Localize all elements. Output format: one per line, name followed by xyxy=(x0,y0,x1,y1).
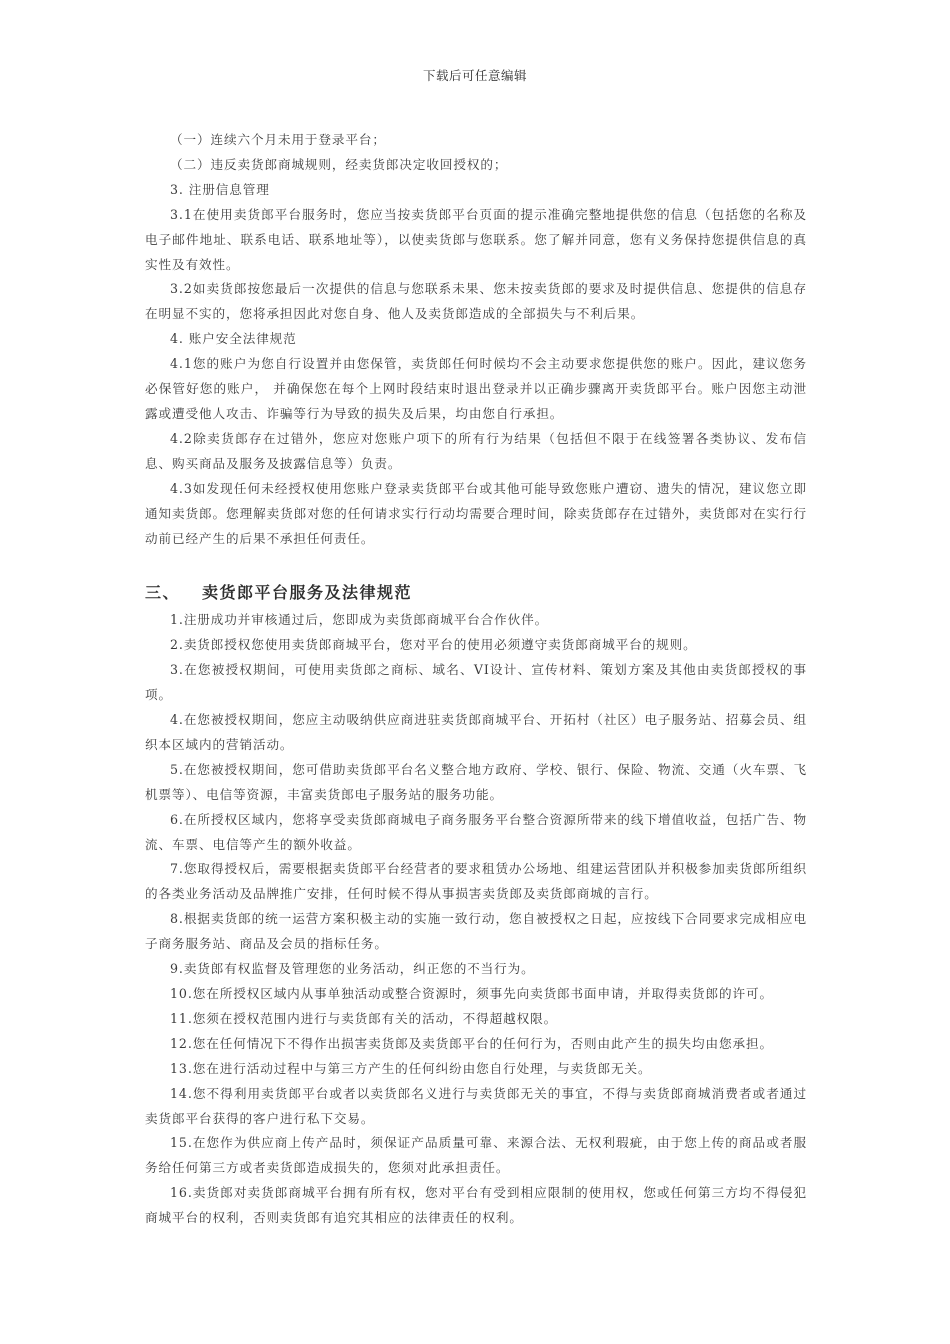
paragraph: 15.在您作为供应商上传产品时，须保证产品质量可靠、来源合法、无权利瑕疵，由于您上传的商品或者服务给任何第三方或者卖货郎造成损失的，您须对此承担责任。 xyxy=(145,1135,807,1176)
paragraph: 3.1在使用卖货郎平台服务时，您应当按卖货郎平台页面的提示准确完整地提供您的信息（包括您的名称及电子邮件地址、联系电话、联系地址等），以使卖货郎与您联系。您了解并同意，您有义务保持您提供信息的真实性及有效性。 xyxy=(145,206,807,272)
paragraph: 16.卖货郎对卖货郎商城平台拥有所有权，您对平台有受到相应限制的使用权，您或任何第三方均不得侵犯商城平台的权利，否则卖货郎有追究其相应的法律责任的权利。 xyxy=(145,1185,807,1226)
paragraph: 3.在您被授权期间，可使用卖货郎之商标、域名、VI设计、宣传材料、策划方案及其他由卖货郎授权的事项。 xyxy=(145,662,807,703)
paragraph: 1.注册成功并审核通过后，您即成为卖货郎商城平台合作伙伴。 xyxy=(170,612,549,628)
paragraph: 2.卖货郎授权您使用卖货郎商城平台，您对平台的使用必须遵守卖货郎商城平台的规则。 xyxy=(170,637,697,653)
paragraph: 3. 注册信息管理 xyxy=(170,181,270,197)
paragraph: 13.您在进行活动过程中与第三方产生的任何纠纷由您自行处理，与卖货郎无关。 xyxy=(170,1060,652,1076)
paragraph: 5.在您被授权期间，您可借助卖货郎平台名义整合地方政府、学校、银行、保险、物流、交通（火车票、飞机票等）、电信等资源，丰富卖货郎电子服务站的服务功能。 xyxy=(145,761,807,802)
paragraph: 7.您取得授权后，需要根据卖货郎平台经营者的要求租赁办公场地、组建运营团队并积极参加卖货郎所组织的各类业务活动及品牌推广安排，任何时候不得从事损害卖货郎及卖货郎商城的言行。 xyxy=(145,861,807,902)
paragraph: 6.在所授权区域内，您将享受卖货郎商城电子商务服务平台整合资源所带来的线下增值收益，包括广告、物流、车票、电信等产生的额外收益。 xyxy=(145,811,807,852)
section-title: 卖货郎平台服务及法律规范 xyxy=(202,583,413,603)
paragraph: 4. 账户安全法律规范 xyxy=(170,331,297,347)
paragraph-group-1 xyxy=(145,128,807,551)
paragraph: 9.卖货郎有权监督及管理您的业务活动，纠正您的不当行为。 xyxy=(170,961,535,977)
paragraph: 12.您在任何情况下不得作出损害卖货郎及卖货郎平台的任何行为，否则由此产生的损失均由您承担。 xyxy=(170,1035,773,1051)
paragraph-group-2 xyxy=(145,608,807,1231)
paragraph: 11.您须在授权范围内进行与卖货郎有关的活动，不得超越权限。 xyxy=(170,1010,558,1026)
paragraph: 3.2如卖货郎按您最后一次提供的信息与您联系未果、您未按卖货郎的要求及时提供信息、您提供的信息存在明显不实的，您将承担因此对您自身、他人及卖货郎造成的全部损失与不利后果。 xyxy=(145,281,807,322)
paragraph: 4.2除卖货郎存在过错外，您应对您账户项下的所有行为结果（包括但不限于在线签署各类协议、发布信息、购买商品及服务及披露信息等）负责。 xyxy=(145,430,807,471)
paragraph: （二）违反卖货郎商城规则，经卖货郎决定收回授权的； xyxy=(170,156,508,172)
paragraph: 14.您不得利用卖货郎平台或者以卖货郎名义进行与卖货郎无关的事宜，不得与卖货郎商城消费者或者通过卖货郎平台获得的客户进行私下交易。 xyxy=(145,1085,807,1126)
section-number: 三、 xyxy=(145,583,181,603)
paragraph: 4.3如发现任何未经授权使用您账户登录卖货郎平台或其他可能导致您账户遭窃、遗失的情况，建议您立即通知卖货郎。您理解卖货郎对您的任何请求实行行动均需要合理时间，除卖货郎存在过错外，卖货郎对在实行行动前已经产生的后果不承担任何责任。 xyxy=(145,480,807,546)
paragraph: （一）连续六个月未用于登录平台； xyxy=(170,132,386,147)
document-body xyxy=(145,128,807,1231)
paragraph: 4.1您的账户为您自行设置并由您保管，卖货郎任何时候均不会主动要求您提供您的账户。因此，建议您务必保管好您的账户， 并确保您在每个上网时段结束时退出登录并以正确步骤离开卖货郎平台。账户因您主动泄露或遭受他人攻击、诈骗等行为导致的损失及后果，均由您自行承担。 xyxy=(145,356,807,421)
section-heading xyxy=(145,581,807,605)
paragraph: 8.根据卖货郎的统一运营方案积极主动的实施一致行动，您自被授权之日起，应按线下合同要求完成相应电子商务服务站、商品及会员的指标任务。 xyxy=(145,911,807,952)
page-header: 下载后可任意编辑 xyxy=(422,68,527,83)
paragraph: 10.您在所授权区域内从事单独活动或整合资源时，须事先向卖货郎书面申请，并取得卖货郎的许可。 xyxy=(170,986,773,1001)
paragraph: 4.在您被授权期间，您应主动吸纳供应商进驻卖货郎商城平台、开拓村（社区）电子服务站、招募会员、组织本区域内的营销活动。 xyxy=(145,712,807,752)
